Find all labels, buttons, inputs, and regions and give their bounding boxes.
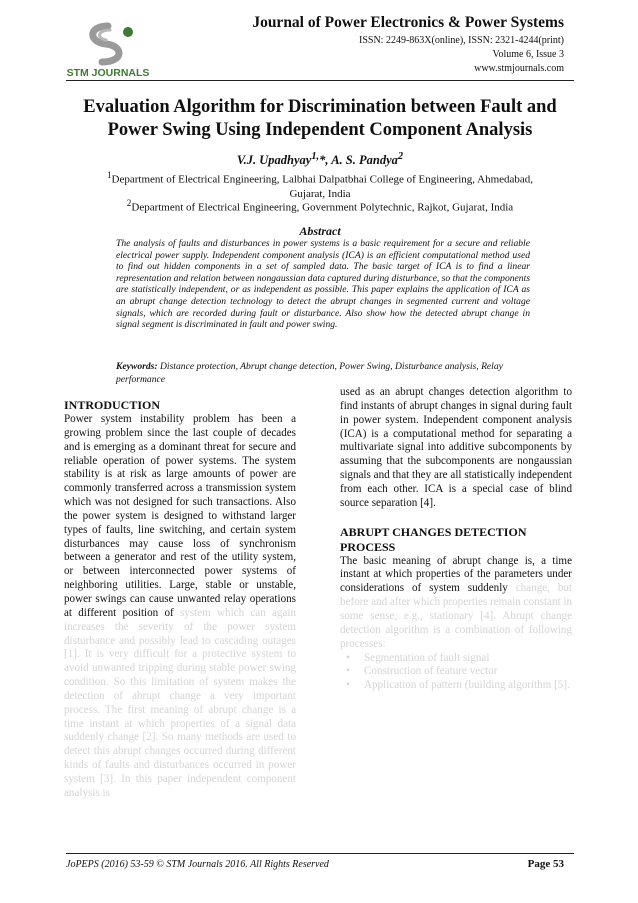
stm-journals-logo [66, 22, 150, 80]
footer-divider [66, 853, 574, 854]
right-column [340, 386, 572, 693]
author-name: A. S. Pandya [331, 153, 398, 168]
abrupt-changes-text: The basic meaning of abrupt change is, a time instant at which properties of the parameters under considerations of system suddenly [340, 554, 572, 595]
introduction-continuation: used as an abrupt changes detection algorithm to find instants of abrupt changes in signal during fault in power system. Independent component analysis (ICA) is a computational method for separating a multivariate signal into additive subcomponents by assuming that the subcomponents are nongaussian signals and that they are all statistically independent from each other. ICA is a special case of blind source separation [4]. [340, 386, 572, 509]
author-separator: , [325, 153, 332, 168]
author-superscript: 2 [397, 151, 404, 162]
abrupt-changes-paragraph [340, 555, 572, 652]
author-superscript: 1, [311, 151, 320, 162]
header-divider [66, 80, 574, 81]
abrupt-changes-text-faded: change, but before and after which properties remain constant in some sense, e.g., stationary [4]. Abrupt change detection algorithm is a combination of following processes: [340, 582, 572, 650]
issn-line: ISSN: 2249-863X(online), ISSN: 2321-4244(print) [359, 35, 564, 46]
logo-text: STM JOURNALS [66, 67, 150, 79]
affiliation-text: Department of Electrical Engineering, Lalbhai Dalpatbhai College of Engineering, Ahmedabad, Gujarat, India [111, 173, 534, 200]
paper-title: Evaluation Algorithm for Discrimination between Fault and Power Swing Using Independent Component Analysis [83, 97, 557, 140]
introduction-heading: INTRODUCTION [64, 398, 161, 412]
abstract-text: The analysis of faults and disturbances in power systems is a basic requirement for a secure and reliable electrical power supply. Independent component analysis (ICA) is an efficient computational method used to find out hidden components in a set of sampled data. The basic target of ICA is to find a linear representation and relation between nongaussian data captured during disturbance, so that the components are statistically independent, or as independent as possible. This paper explains the application of ICA as an abrupt change detection technology to detect the abrupt changes in segmented current and voltage signals, which are recorded during fault or disturbance. Also show how the detected abrupt change in signal segment is discriminated in fault and power swing. [116, 238, 530, 331]
list-item: • Construction of feature vector [340, 665, 572, 679]
affiliation-text: Department of Electrical Engineering, Government Polytechnic, Rajkot, Gujarat, India [131, 201, 514, 214]
journal-title: Journal of Power Electronics & Power Systems [252, 14, 564, 31]
corresponding-author-mark: * [319, 153, 326, 168]
keywords-label: Keywords: [116, 361, 158, 372]
footer-citation: JoPEPS (2016) 53-59 © STM Journals 2016. All Rights Reserved [66, 859, 329, 870]
website-link[interactable]: www.stmjournals.com [474, 63, 564, 74]
affiliation-2 [100, 196, 540, 215]
abstract-heading: Abstract [299, 224, 341, 238]
page-number: Page 53 [527, 858, 564, 870]
affiliation-superscript: 1 [106, 170, 112, 180]
introduction-text-faded: system which can again increases the severity of the power system disturbance and possibly lead to cascading outages [1]. It is very difficult for a protective system to avoid unwanted tripping during stable power swing condition. So this limitation of system makes the detection of abrupt change a very important process. The first meaning of abrupt change is a time instant at which properties of a signal data suddenly change [2]. So many methods are used to detect this abrupt changes occurred during different kinds of faults and disturbances occurred in power system [3]. In this paper independent component analysis is [64, 606, 297, 799]
volume-line: Volume 6, Issue 3 [492, 49, 564, 60]
process-list [340, 652, 572, 694]
introduction-paragraph [64, 413, 296, 801]
left-column [64, 398, 296, 801]
affiliation-superscript: 2 [126, 198, 132, 208]
abrupt-changes-heading: ABRUPT CHANGES DETECTION PROCESS [340, 524, 527, 554]
introduction-text: Power system instability problem has been a growing problem since the last couple of decades and is emerging as a dominant threat for secure and reliable operation of power systems. The system stability is at risk as large amounts of power are commonly transferred across a transmission system which was not designed for such transactions. Also the power system is designed to withstand larger types of faults, line switching, and certain system disturbances may cause loss of synchronism between a generator and rest of the utility system, or between interconnected power systems of neighboring utilities. Large, stable or unstable, power swings can cause unwanted relay operations at different position of [64, 413, 296, 619]
author-line [60, 151, 580, 168]
list-item: • Segmentation of fault signal [340, 652, 572, 666]
list-item: • Application of pattern (building algorithm [5]. [340, 679, 572, 693]
keywords [116, 361, 530, 386]
keywords-text: Distance protection, Abrupt change detection, Power Swing, Disturbance analysis, Relay performance [116, 361, 503, 385]
author-name: V.J. Upadhyay [236, 153, 312, 168]
